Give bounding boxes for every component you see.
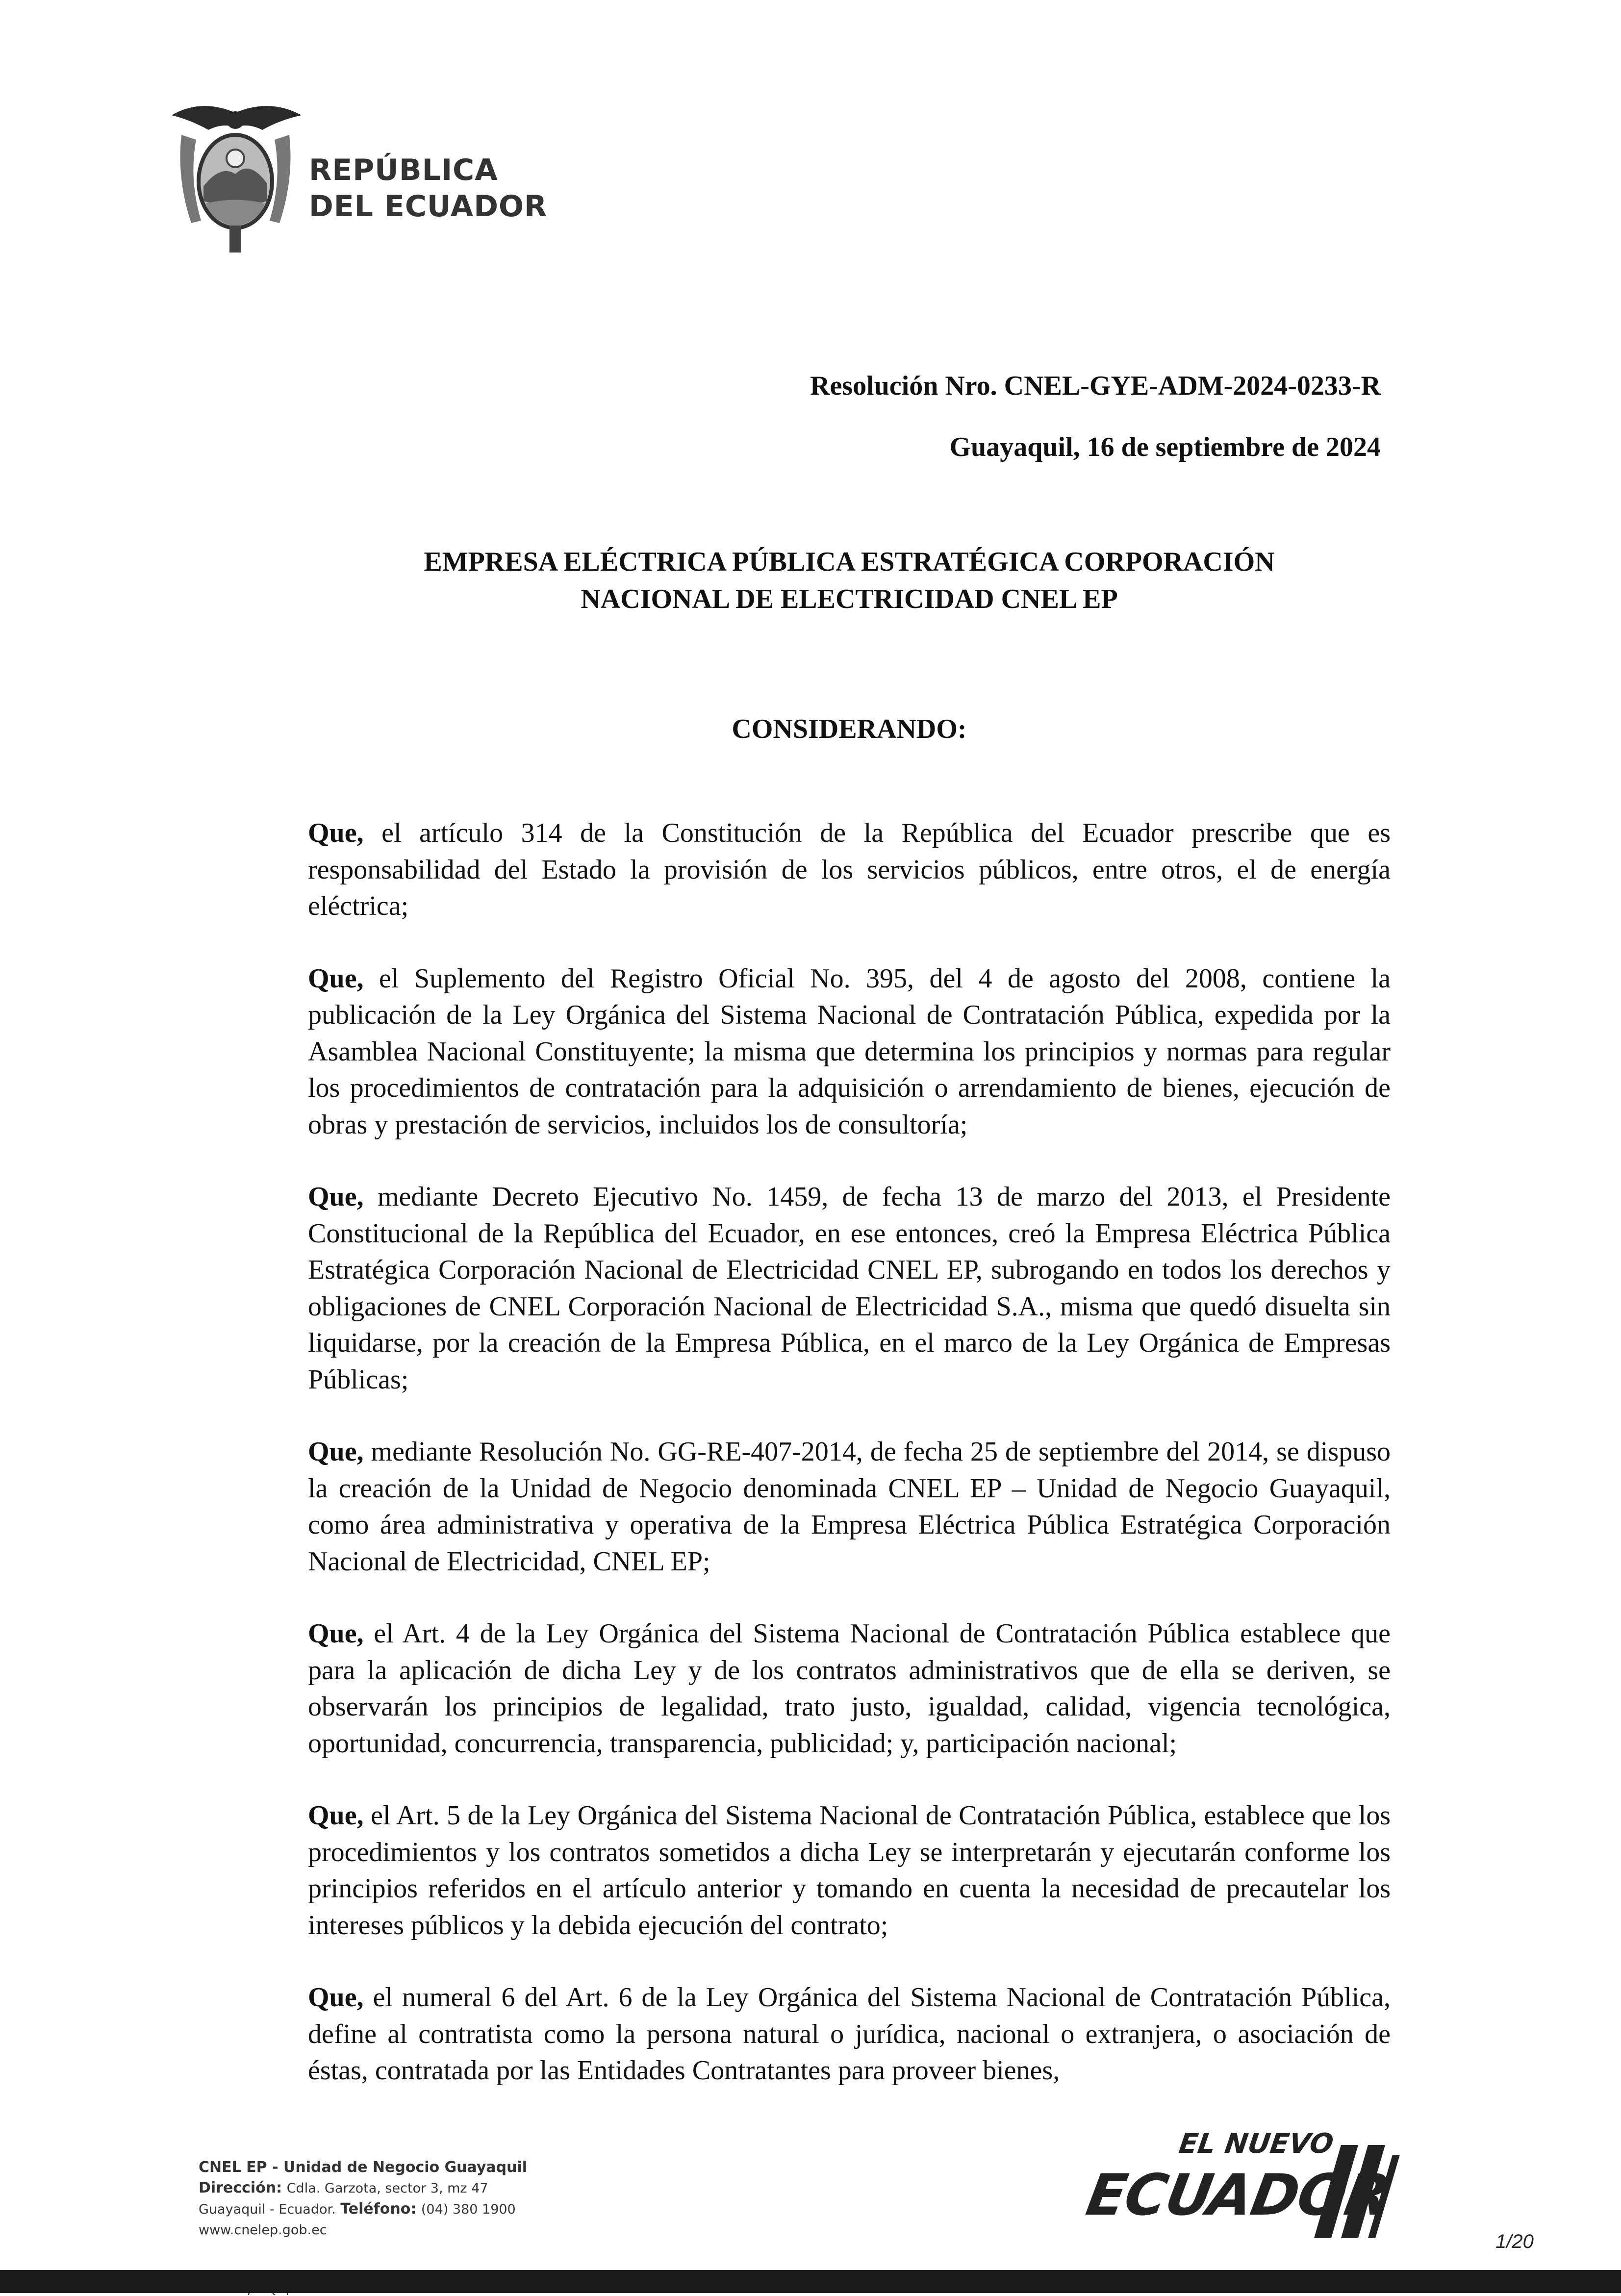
paragraph-text: mediante Resolución No. GG-RE-407-2014, de fecha 25 de septiembre del 2014, se dispuso la creación de la Unidad de Negocio denominada CNEL EP – Unidad de Negocio Guayaquil, como área administrativa y operativa de la Empresa Eléctrica Pública Estratégica Corporación Nacional de Electricidad, CNEL EP; <box>308 1437 1391 1577</box>
paragraph-1 <box>308 815 1391 925</box>
footer-contact <box>199 2157 527 2241</box>
paragraph-4 <box>308 1434 1391 1580</box>
paragraph-lead: Que, <box>308 1618 364 1649</box>
place-date: Guayaquil, 16 de septiembre de 2024 <box>949 432 1381 462</box>
footer-website-link[interactable]: www.cnelep.gob.ec <box>199 2222 327 2238</box>
paragraph-lead: Que, <box>308 1182 364 1212</box>
paragraph-text: mediante Decreto Ejecutivo No. 1459, de fecha 13 de marzo del 2013, el Presidente Constitucional de la República del Ecuador, en ese entonces, creó la Empresa Eléctrica Pública Estratégica Corporación Nacional de Electricidad CNEL EP, subrogando en todos los derechos y obligaciones de CNEL Corporación Nacional de Electricidad S.A., misma que quedó disuelta sin liquidarse, por la creación de la Empresa Pública, en el marco de la Ley Orgánica de Empresas Públicas; <box>308 1182 1391 1395</box>
footer-phone-label: Teléfono: <box>340 2200 417 2218</box>
document-body <box>308 815 1391 2125</box>
paragraph-5 <box>308 1615 1391 1762</box>
footer-address-label: Dirección: <box>199 2179 282 2196</box>
logo-line-1: REPÚBLICA <box>309 153 498 187</box>
brand-small-text: EL NUEVO <box>1177 2128 1336 2160</box>
logo-text <box>309 152 547 225</box>
paragraph-text: el artículo 314 de la Constitución de la República del Ecuador prescribe que es responsabilidad del Estado la provisión de los servicios públicos, entre otros, el de energía eléctrica; <box>308 818 1391 921</box>
section-heading: CONSIDERANDO: <box>732 714 967 744</box>
bottom-bar <box>0 2270 1621 2293</box>
paragraph-lead: Que, <box>308 1800 364 1831</box>
paragraph-lead: Que, <box>308 818 364 848</box>
logo-line-2: DEL ECUADOR <box>309 189 548 224</box>
organization-title-line-1: EMPRESA ELÉCTRICA PÚBLICA ESTRATÉGICA CORPORACIÓN <box>424 547 1275 577</box>
paragraph-3 <box>308 1179 1391 1398</box>
paragraph-text: el numeral 6 del Art. 6 de la Ley Orgánica del Sistema Nacional de Contratación Pública, define al contratista como la persona natural o jurídica, nacional o extranjera, o asociación de éstas, contratada por las Entidades Contratantes para proveer bienes, <box>308 1982 1391 2086</box>
paragraph-text: el Suplemento del Registro Oficial No. 395, del 4 de agosto del 2008, contiene la publicación de la Ley Orgánica del Sistema Nacional de Contratación Pública, expedida por la Asamblea Nacional Constituyente; la misma que determina los principios y normas para regular los procedimientos de contratación para la adquisición o arrendamiento de bienes, ejecución de obras y prestación de servicios, incluidos los de consultoría; <box>308 963 1391 1140</box>
paragraph-lead: Que, <box>308 1437 364 1467</box>
organization-title-line-2: NACIONAL DE ELECTRICIDAD CNEL EP <box>581 584 1118 614</box>
paragraph-lead: Que, <box>308 963 364 994</box>
paragraph-7 <box>308 1979 1391 2089</box>
coat-of-arms-icon <box>162 101 309 257</box>
page-number: 1/20 <box>1495 2231 1534 2252</box>
footer-address-line <box>199 2178 527 2199</box>
organization-title <box>308 543 1391 618</box>
paragraph-text: el Art. 5 de la Ley Orgánica del Sistema Nacional de Contratación Pública, establece que los procedimientos y los contratos sometidos a dicha Ley se interpretarán y ejecutarán conforme los principios referidos en el artículo anterior y tomando en cuenta la necesidad de precautelar los intereses públicos y la debida ejecución del contrato; <box>308 1800 1391 1941</box>
footer-unit: CNEL EP - Unidad de Negocio Guayaquil <box>199 2159 528 2176</box>
republica-logo <box>162 101 548 257</box>
footer-phone-line <box>199 2199 527 2220</box>
footer-phone: (04) 380 1900 <box>421 2202 516 2217</box>
resolution-number: Resolución Nro. CNEL-GYE-ADM-2024-0233-R <box>810 371 1381 401</box>
footer-city: Guayaquil - Ecuador. <box>199 2202 336 2217</box>
paragraph-lead: Que, <box>308 1982 364 2013</box>
footer-address: Cdla. Garzota, sector 3, mz 47 <box>286 2181 488 2196</box>
paragraph-2 <box>308 960 1391 1143</box>
paragraph-6 <box>308 1797 1391 1943</box>
brand-big-text: ECUADOR <box>1082 2162 1394 2228</box>
paragraph-text: el Art. 4 de la Ley Orgánica del Sistema Nacional de Contratación Pública establece que para la aplicación de dicha Ley y de los contratos administrativos que de ella se deriven, se observarán los principios de legalidad, trato justo, igualdad, calidad, vigencia tecnológica, oportunidad, concurrencia, transparencia, publicidad; y, participación nacional; <box>308 1618 1391 1759</box>
